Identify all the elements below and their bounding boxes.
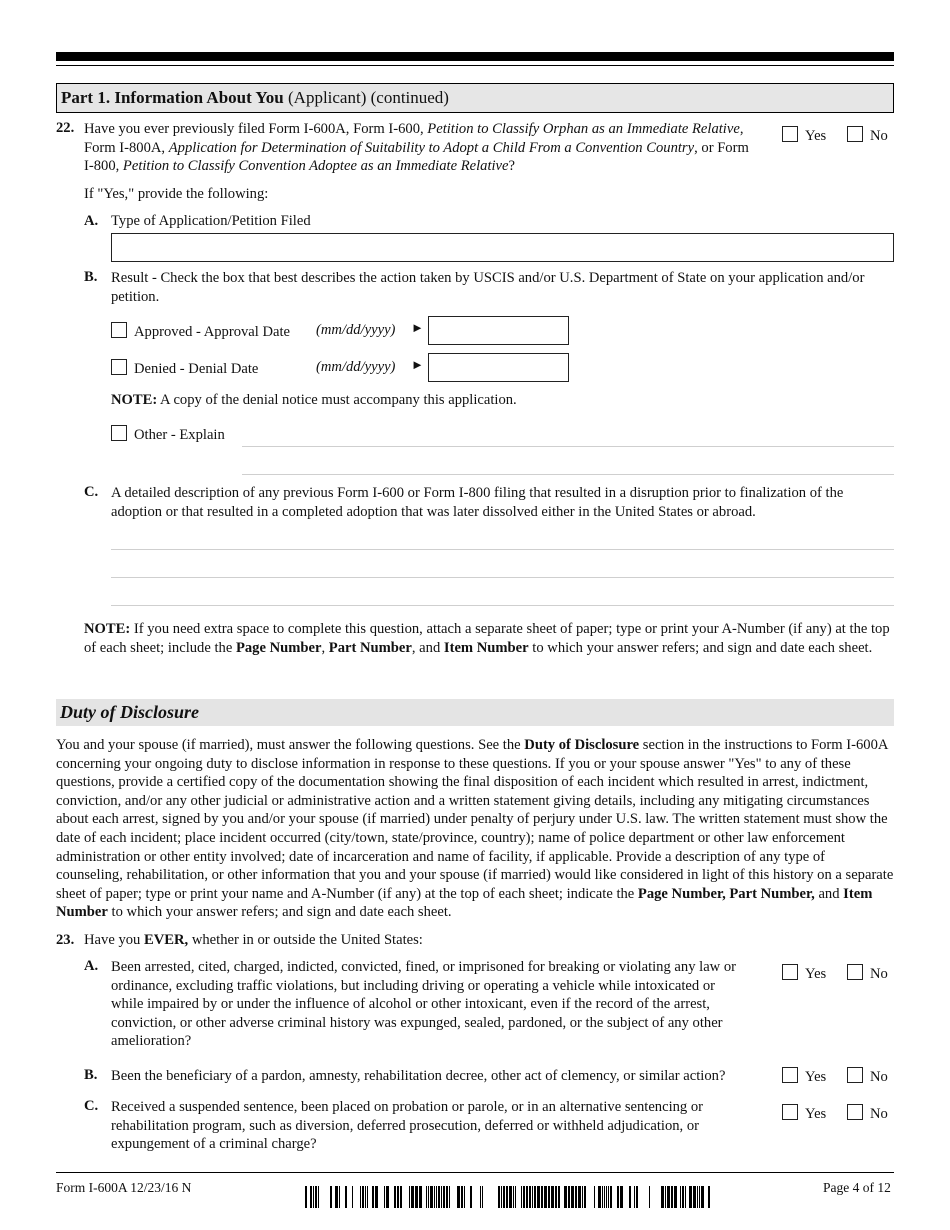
q23-text: whether in or outside the United States: xyxy=(188,932,423,948)
q23b-no-option[interactable] xyxy=(847,1067,888,1086)
q23-bold: EVER, xyxy=(143,932,189,948)
page-number: Page 4 of 12 xyxy=(823,1180,891,1195)
q23a-letter: A. xyxy=(84,958,99,974)
q22-yes-option[interactable] xyxy=(782,126,826,145)
approved-checkbox[interactable] xyxy=(111,322,127,338)
q23b-text: Been the beneficiary of a pardon, amnesty, rehabilitation decree, other act of clemency, or similar action? xyxy=(111,1068,726,1084)
disruption-description-line-3[interactable] xyxy=(111,605,894,606)
q23a-no-label: No xyxy=(870,966,888,982)
q23a-yes-option[interactable] xyxy=(782,964,826,983)
disruption-description-line-2[interactable] xyxy=(111,577,894,578)
top-thin-rule xyxy=(56,65,894,66)
note-text: If you need extra space to complete this question, attach a separate sheet of paper; type or print your A-Number (if any) at the top of each sheet; include the xyxy=(84,621,890,656)
note-text: A copy of the denial notice must accompany this application. xyxy=(157,392,517,408)
q22-text-italic: Petition to Classify Orphan as an Immediate Relative xyxy=(427,121,740,137)
duty-text: to which your answer refers; and sign and date each sheet. xyxy=(107,904,452,921)
duty-text: section in the instructions to Form I-600A concerning your ongoing duty to disclose information in response to these questions. If you or your spouse answer "Yes" to any of these questions, provide a certified copy of the documentation showing the final disposition of each incident which resulted in arrest, indictment, conviction, and/or any other judicial or administrative action and a written statement giving details, including any mitigating circumstances about each arrest, signed by you and/or your spouse (if married) under penalty of perjury under U.S. law. The written statement must show the date of each incident; place incident occurred (city/town, state/province, country); name of police department or other law enforcement administration or other entity involved; date of incarceration and name of facility, if applicable. Provide a description of any type of counseling, rehabilitation, or other information that you and your spouse (if married) would like considered in light of this history on a separate sheet of paper; type or print your name and A-Number (if any) at the top of each sheet; indicate the xyxy=(56,737,894,902)
note-bold: Item Number xyxy=(443,639,529,656)
q23c-yes-checkbox[interactable] xyxy=(782,1104,798,1120)
q23c-yes-option[interactable] xyxy=(782,1104,826,1123)
denial-note xyxy=(111,392,517,409)
duty-text: You and your spouse (if married), must answer the following questions. See the xyxy=(56,737,525,753)
q23c-text: Received a suspended sentence, been placed on probation or parole, or in an alternative sentencing or rehabilitation program, such as diversion, deferred prosecution, deferred or withheld adjudication, or expungement of a criminal charge? xyxy=(111,1099,704,1153)
other-explain-line-1[interactable] xyxy=(242,446,894,447)
duty-bold: Duty of Disclosure xyxy=(524,737,640,753)
denied-option[interactable] xyxy=(111,359,258,378)
q23-number: 23. xyxy=(56,932,75,948)
duty-text: and xyxy=(814,885,844,902)
q23b-no-checkbox[interactable] xyxy=(847,1067,863,1083)
note-label: NOTE: xyxy=(111,392,158,408)
q23a-text: Been arrested, cited, charged, indicted, convicted, fined, or imprisoned for breaking or violating any law or ordinance, excluding traffic violations, but including driving or operating a vehicle while intoxicated or while impaired by or under the influence of alcohol or other intoxicant, even if the record of the arrest, conviction, or other adverse criminal history was expunged, sealed, pardoned, or the subject of any other amelioration? xyxy=(111,959,737,1050)
part1-header xyxy=(56,83,894,113)
barcode xyxy=(305,1186,710,1208)
note-bold: Part Number xyxy=(328,639,412,656)
q22-no-option[interactable] xyxy=(847,126,888,145)
q22b-text: Result - Check the box that best describes the action taken by USCIS and/or U.S. Department of State on your application and/or petition. xyxy=(111,270,865,305)
approved-date-format: (mm/dd/yyyy) xyxy=(316,322,396,338)
other-checkbox[interactable] xyxy=(111,425,127,441)
q22c-letter: C. xyxy=(84,484,99,500)
q22-if-yes: If "Yes," provide the following: xyxy=(84,186,269,202)
q23c-yes-label: Yes xyxy=(805,1106,827,1122)
q22a-label: Type of Application/Petition Filed xyxy=(111,213,311,229)
q22-no-label: No xyxy=(870,128,888,144)
form-identifier: Form I-600A 12/23/16 N xyxy=(56,1180,192,1195)
note-text: to which your answer refers; and sign and date each sheet. xyxy=(528,639,873,656)
duty-of-disclosure-header xyxy=(56,699,894,726)
approved-arrow-icon: ► xyxy=(411,320,424,335)
q23-lead xyxy=(84,932,423,949)
q23b-yes-option[interactable] xyxy=(782,1067,826,1086)
q22-yes-label: Yes xyxy=(805,128,827,144)
duty-paragraph xyxy=(56,736,894,922)
disruption-description-line-1[interactable] xyxy=(111,549,894,550)
q23b-no-label: No xyxy=(870,1069,888,1085)
q22a-letter: A. xyxy=(84,213,99,229)
other-label: Other - Explain xyxy=(134,427,225,443)
q23c-no-checkbox[interactable] xyxy=(847,1104,863,1120)
note-text: , and xyxy=(411,639,444,656)
duty-bold: Page Number, Part Number, xyxy=(637,885,815,902)
duty-bold: Item Number xyxy=(56,885,873,921)
footer-rule xyxy=(56,1172,894,1173)
note-bold: Page Number xyxy=(235,639,322,656)
note-text: , xyxy=(321,639,329,656)
q22-question xyxy=(84,120,754,176)
q23b-yes-label: Yes xyxy=(805,1069,827,1085)
q23a-no-checkbox[interactable] xyxy=(847,964,863,980)
q22-text: , Form I-800A, xyxy=(84,121,744,156)
q22b-letter: B. xyxy=(84,269,98,285)
q23a-yes-checkbox[interactable] xyxy=(782,964,798,980)
q23b-yes-checkbox[interactable] xyxy=(782,1067,798,1083)
duty-title: Duty of Disclosure xyxy=(60,702,199,722)
denied-label: Denied - Denial Date xyxy=(134,361,259,377)
approval-date-field[interactable] xyxy=(428,316,569,345)
top-thick-rule xyxy=(56,52,894,61)
q22-text: ? xyxy=(508,158,515,175)
application-type-field[interactable] xyxy=(111,233,894,262)
denied-checkbox[interactable] xyxy=(111,359,127,375)
q23-text: Have you xyxy=(84,932,144,948)
q22-no-checkbox[interactable] xyxy=(847,126,863,142)
q23c-no-label: No xyxy=(870,1106,888,1122)
denial-date-field[interactable] xyxy=(428,353,569,382)
q22-text-italic: Petition to Classify Convention Adoptee as an Immediate Relative xyxy=(122,158,509,175)
extra-space-note xyxy=(84,620,890,657)
denied-arrow-icon: ► xyxy=(411,357,424,372)
denied-date-format: (mm/dd/yyyy) xyxy=(316,359,396,375)
approved-label: Approved - Approval Date xyxy=(134,324,291,340)
q22c-text: A detailed description of any previous Form I-600 or Form I-800 filing that resulted in a disruption prior to finalization of the adoption or that resulted in a completed adoption that was later dissolved either in the United States or abroad. xyxy=(111,485,844,520)
q23a-no-option[interactable] xyxy=(847,964,888,983)
q23c-letter: C. xyxy=(84,1098,99,1114)
q22-text: , or Form I-800, xyxy=(84,139,749,175)
approved-option[interactable] xyxy=(111,322,290,341)
q23c-no-option[interactable] xyxy=(847,1104,888,1123)
q23b-letter: B. xyxy=(84,1067,98,1083)
other-explain-line-2[interactable] xyxy=(242,474,894,475)
other-option[interactable] xyxy=(111,425,225,444)
note-label: NOTE: xyxy=(84,621,131,637)
q22-number: 22. xyxy=(56,120,75,136)
part1-subtitle: (Applicant) (continued) xyxy=(283,88,449,107)
q22-yes-checkbox[interactable] xyxy=(782,126,798,142)
q22-text-italic: Application for Determination of Suitability to Adopt a Child From a Convention Country xyxy=(168,139,695,156)
part1-title: Part 1. Information About You xyxy=(61,88,284,107)
q22-text: Have you ever previously filed Form I-600A, Form I-600, xyxy=(84,121,428,137)
q23a-yes-label: Yes xyxy=(805,966,827,982)
